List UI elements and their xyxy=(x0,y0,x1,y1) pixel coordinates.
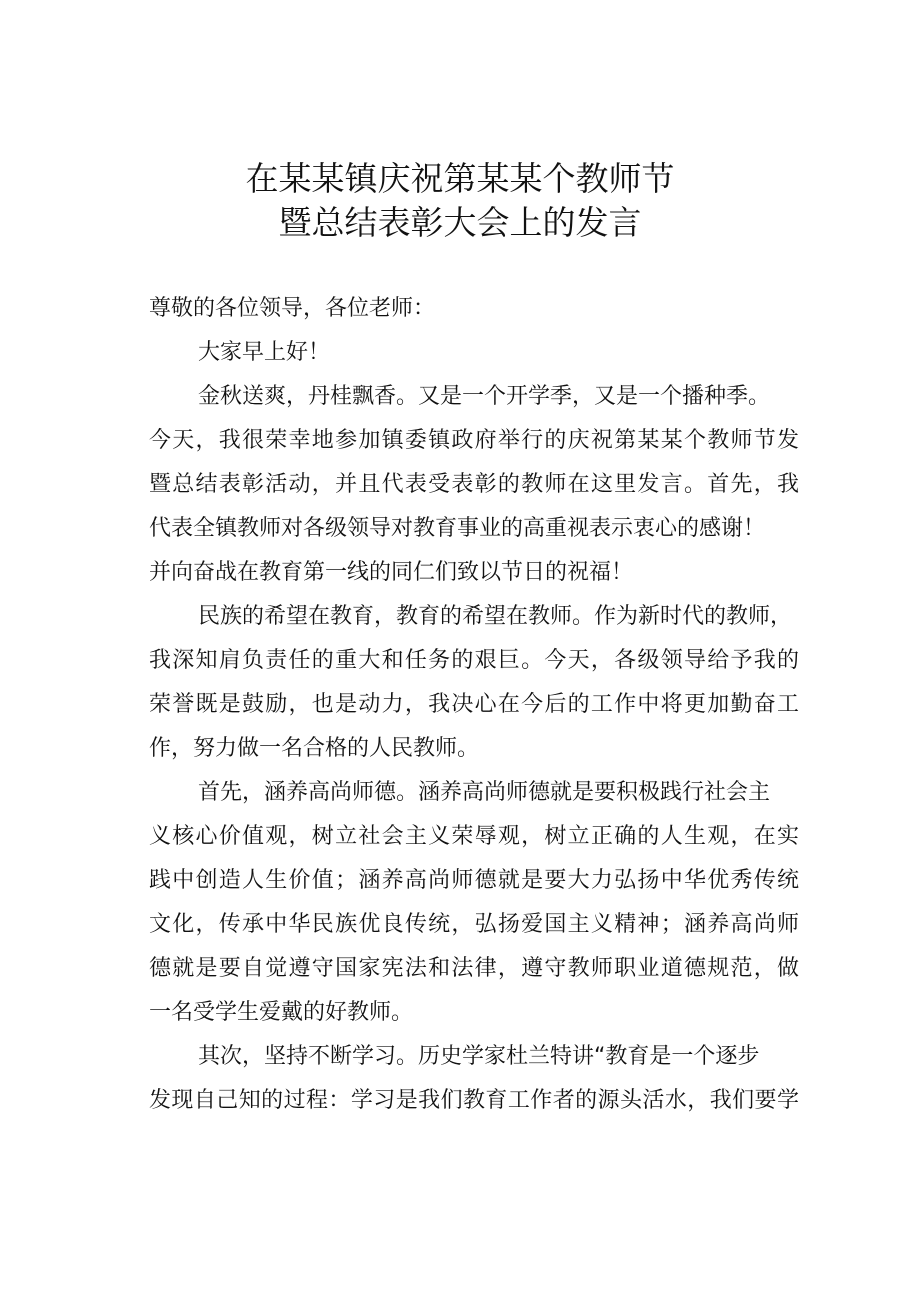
body-line xyxy=(0,727,920,771)
body-line xyxy=(0,1079,920,1123)
body-line xyxy=(0,903,920,947)
paragraph-2-line-1: 民族的希望在教育，教育的希望在教师。作为新时代的教师， xyxy=(198,604,793,629)
body-line xyxy=(0,463,920,507)
body-line xyxy=(0,331,920,375)
paragraph-1-line-5: 并向奋战在教育第一线的同仁们致以节日的祝福！ xyxy=(149,560,634,585)
body-line xyxy=(0,815,920,859)
paragraph-3-line-4: 文化，传承中华民族优良传统，弘扬爱国主义精神；涵养高尚师 xyxy=(149,912,799,937)
body-line xyxy=(0,507,920,551)
body-line xyxy=(0,771,920,815)
document-title-line-2: 暨总结表彰大会上的发言 xyxy=(278,203,642,242)
paragraph-2-line-3: 荣誉既是鼓励，也是动力，我决心在今后的工作中将更加勤奋工 xyxy=(149,692,799,717)
paragraph-3-line-5: 德就是要自觉遵守国家宪法和法律，遵守教师职业道德规范，做 xyxy=(149,956,799,981)
paragraph-1-line-1: 金秋送爽，丹桂飘香。又是一个开学季，又是一个播种季。 xyxy=(198,384,771,409)
paragraph-1-line-4: 代表全镇教师对各级领导对教育事业的高重视表示衷心的感谢！ xyxy=(149,516,766,541)
body-line xyxy=(0,683,920,727)
salutation-line xyxy=(0,287,920,331)
paragraph-2-line-4: 作，努力做一名合格的人民教师。 xyxy=(149,736,480,761)
body-line xyxy=(0,947,920,991)
body-line xyxy=(0,1035,920,1079)
body-line xyxy=(0,859,920,903)
paragraph-1-line-2: 今天，我很荣幸地参加镇委镇政府举行的庆祝第某某个教师节发 xyxy=(149,428,799,453)
paragraph-3-line-2: 义核心价值观，树立社会主义荣辱观，树立正确的人生观，在实 xyxy=(149,824,799,849)
paragraph-3-line-3: 践中创造人生价值；涵养高尚师德就是要大力弘扬中华优秀传统 xyxy=(149,868,799,893)
body-line xyxy=(0,551,920,595)
body-line xyxy=(0,419,920,463)
document-title-line-1: 在某某镇庆祝第某某个教师节 xyxy=(245,159,675,198)
paragraph-4-line-2: 发现自己知的过程：学习是我们教育工作者的源头活水，我们要学 xyxy=(149,1088,799,1113)
paragraph-4-line-1: 其次，坚持不断学习。历史学家杜兰特讲“教育是一个逐步 xyxy=(198,1044,760,1069)
paragraph-2-line-2: 我深知肩负责任的重大和任务的艰巨。今天，各级领导给予我的 xyxy=(149,648,799,673)
body-line xyxy=(0,595,920,639)
paragraph-3-line-6: 一名受学生爱戴的好教师。 xyxy=(149,1000,414,1025)
greeting-text: 大家早上好！ xyxy=(198,340,331,365)
body-line xyxy=(0,991,920,1035)
paragraph-3-line-1: 首先，涵养高尚师德。涵养高尚师德就是要积极践行社会主 xyxy=(198,780,771,805)
body-line xyxy=(0,639,920,683)
salutation-text: 尊敬的各位领导，各位老师： xyxy=(149,296,436,321)
body-line xyxy=(0,375,920,419)
paragraph-1-line-3: 暨总结表彰活动，并且代表受表彰的教师在这里发言。首先，我 xyxy=(149,472,799,497)
